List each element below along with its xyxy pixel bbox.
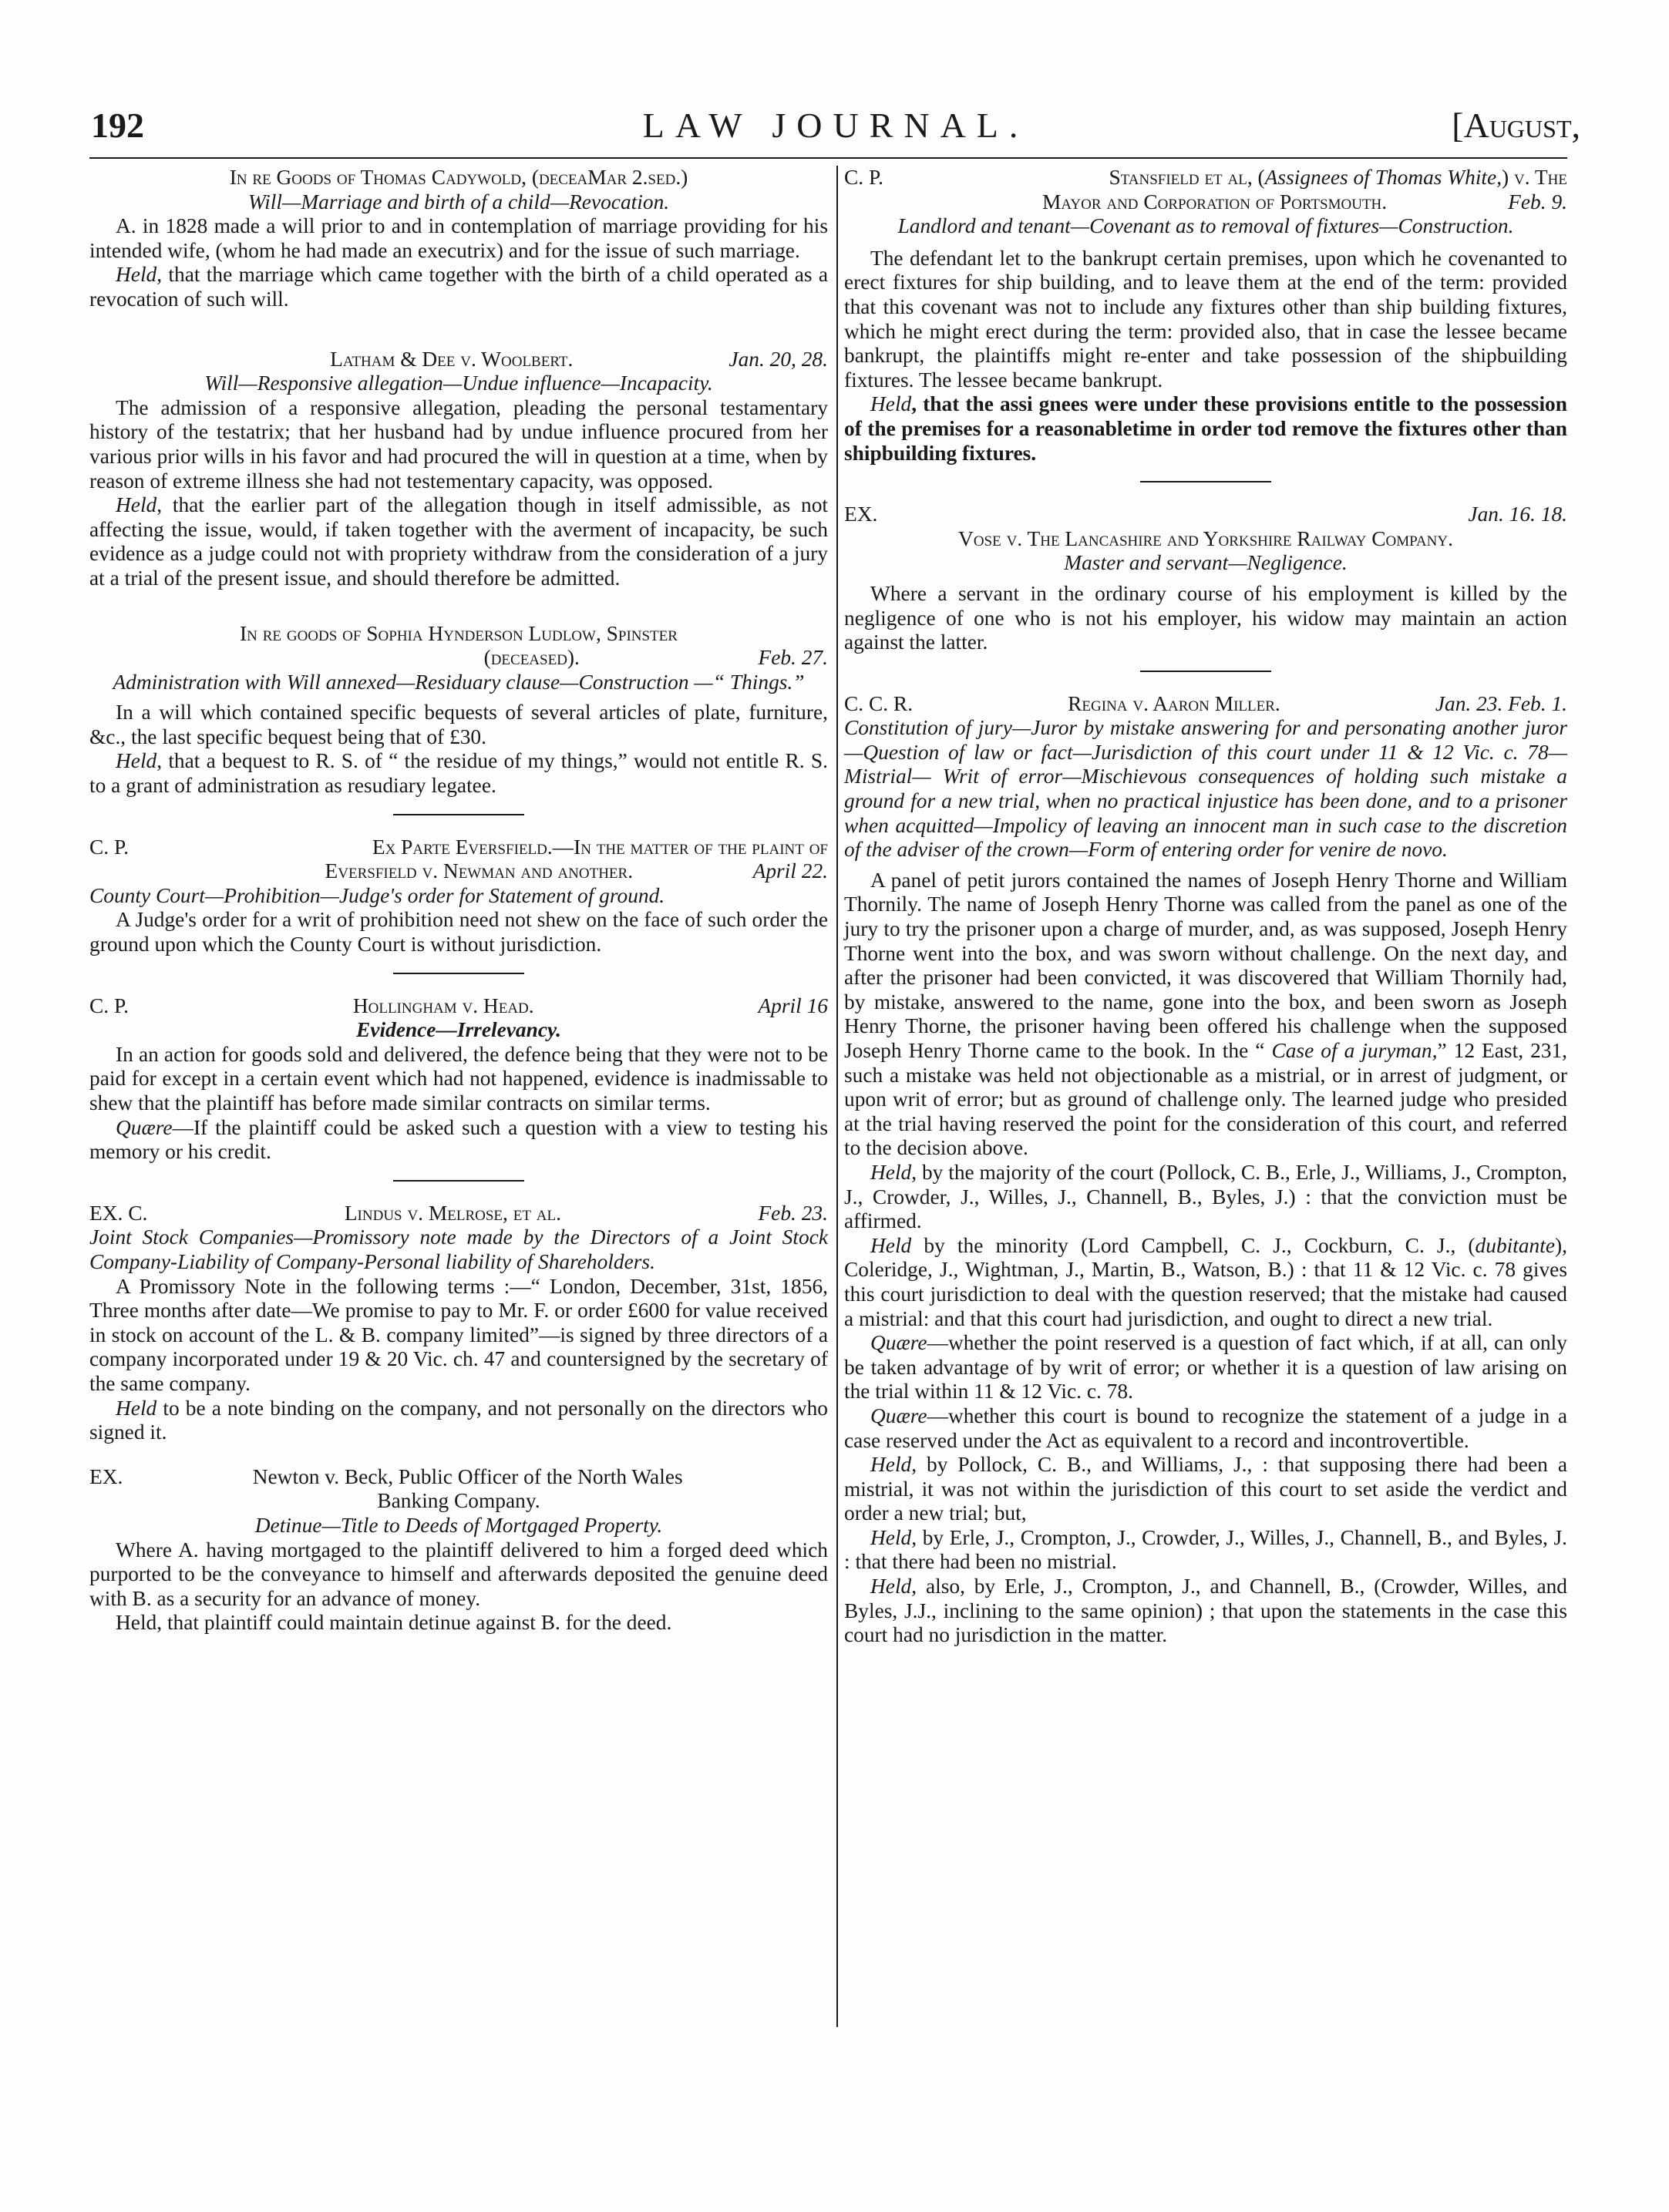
case-separator bbox=[393, 1180, 524, 1182]
case-subject: Administration with Will annexed—Residuary clause—Construction —“ Things.” bbox=[113, 670, 805, 694]
case-subject: Landlord and tenant—Covenant as to removal of fixtures—Construction. bbox=[897, 214, 1514, 238]
case-title-cont: Eversfield v. Newman and another. bbox=[325, 859, 634, 883]
court-abbrev: C. C. R. bbox=[844, 691, 914, 715]
running-header bbox=[91, 105, 1580, 154]
case-cadywold bbox=[89, 166, 828, 312]
court-abbrev: C. P. bbox=[844, 166, 884, 189]
case-hollingham bbox=[89, 994, 828, 1165]
header-month: [August, bbox=[1452, 106, 1580, 145]
case-subject: Will—Responsive allegation—Undue influence—Incapacity. bbox=[204, 371, 713, 395]
case-holding: Held, that the marriage which came together with the birth of a child operated as a revocation of such will. bbox=[89, 263, 828, 311]
case-title: In re Goods of Thomas Cadywold, (deceaMar 2.sed.) bbox=[229, 166, 688, 189]
court-abbrev: C. P. bbox=[89, 835, 130, 859]
case-summary: Where A. having mortgaged to the plaintiff delivered to him a forged deed which purported to be the conveyance to himself and afterwards deposited the genuine deed with B. as a security for an advance of money. bbox=[89, 1538, 828, 1610]
case-date: Jan. 23. Feb. 1. bbox=[1435, 691, 1567, 715]
case-summary: In a will which contained specific bequests of several articles of plate, furniture, &c., the last specific bequest being that of £30. bbox=[89, 701, 828, 748]
case-title-cont: (deceased). bbox=[483, 646, 580, 670]
case-holding: Held to be a note binding on the company, and not personally on the directors who signed it. bbox=[89, 1396, 828, 1444]
case-summary: Where a servant in the ordinary course of his employment is killed by the negligence of one who is not his employer, his widow may maintain an action against the latter. bbox=[844, 581, 1567, 654]
case-summary: A Promissory Note in the following terms :—“ London, December, 31st, 1856, Three months after date—We promise to pay to Mr. F. or order £600 for value received in stock on account of the L. & B. company limited”—is signed by three directors of a company incorporated under 19 & 20 Vic. ch. 47 and countersigned by the secretary of the same company. bbox=[89, 1274, 828, 1395]
page-number: 192 bbox=[91, 106, 144, 145]
court-abbrev: C. P. bbox=[89, 993, 130, 1017]
case-lindus bbox=[89, 1202, 828, 1445]
case-subject: Joint Stock Companies—Promissory note made by the Directors of a Joint Stock Company-Liability of Company-Personal liability of Shareholders. bbox=[89, 1225, 828, 1273]
case-holding: Held, also, by Erle, J., Crompton, J., and Channell, B., (Crowder, Willes, and Byles, J.J., inclining to the same opinion) ; that upon the statements in the case this court had no jurisdiction in the matter. bbox=[844, 1575, 1567, 1647]
case-holding-majority: Held, by the majority of the court (Pollock, C. B., Erle, J., Williams, J., Crompton, J., Crowder, J., Willes, J., Channell, B., Byles, J.) : that the conviction must be affirmed. bbox=[844, 1160, 1567, 1233]
case-title: Latham & Dee v. Woolbert. bbox=[330, 347, 574, 371]
case-holding: Held, by Pollock, C. B., and Williams, J., : that supposing there had been a mistrial, it was not within the jurisdiction of this court to set aside the verdict and order a new trial; but, bbox=[844, 1453, 1567, 1525]
case-title: Regina v. Aaron Miller. bbox=[1068, 691, 1280, 715]
case-newton bbox=[89, 1465, 828, 1635]
case-holding-minority: Held by the minority (Lord Campbell, C. J., Cockburn, C. J., (dubitante), Coleridge, J., Wightman, J., Martin, B., Watson, B.) : that 11 & 12 Vic. c. 78 gives this court jurisdiction to deal with the question reserved; that the mistake had caused a mistrial: and that this court had jurisdiction, and ought to direct a new trial. bbox=[844, 1233, 1567, 1330]
case-subject: Constitution of jury—Juror by mistake answering for and personating another juror—Question of law or fact—Jurisdiction of this court under 11 & 12 Vic. c. 78—Mistrial— Writ of error—Mischievous consequences of holding such mistake a ground for a new trial, when no practical injustice has been done, and to a prisoner when acquitted—Impolicy of leaving an innocent man in such case to the discretion of the adviser of the crown—Form of entering order for venire de novo. bbox=[844, 716, 1567, 862]
case-holding: Held, by Erle, J., Crompton, J., Crowder, J., Willes, J., Channell, B., and Byles, J. : that there had been no mistrial. bbox=[844, 1525, 1567, 1574]
case-separator bbox=[1140, 481, 1271, 482]
journal-title: LAW JOURNAL. bbox=[642, 106, 1029, 145]
case-summary: The defendant let to the bankrupt certain premises, upon which he covenanted to erect fixtures for ship building, and to leave them at the end of the term: provided that this covenant was not to include any fixtures other than ship building fixtures, which he might erect during the term: provided also, that in case the lessee became bankrupt, the plaintiffs might re-enter and take possession of the shipbuilding fixtures. The lessee became bankrupt. bbox=[844, 246, 1567, 392]
column-divider bbox=[836, 166, 838, 2027]
case-holding: Held, that the assi gnees were under these provisions entitle to the possession of the premises for a reasonabletime in order tod remove the fixtures other than shipbuilding fixtures. bbox=[844, 392, 1567, 465]
case-subject: Master and servant—Negligence. bbox=[1064, 551, 1348, 575]
case-date: Feb. 23. bbox=[758, 1201, 828, 1225]
case-summary: A Judge's order for a writ of prohibition need not shew on the face of such order the ground upon which the County Court is without jurisdiction. bbox=[89, 908, 828, 956]
case-regina-miller bbox=[844, 692, 1567, 1648]
case-title: Stansfield et al, (Assignees of Thomas White,) v. The bbox=[1109, 166, 1567, 189]
case-eversfield bbox=[89, 835, 828, 957]
case-holding: Held, that a bequest to R. S. of “ the residue of my things,” would not entitle R. S. to a grant of administration as resudiary legatee. bbox=[89, 749, 828, 798]
case-query: Quære—If the plaintiff could be asked such a question with a view to testing his memory or his credit. bbox=[89, 1115, 828, 1164]
right-column bbox=[844, 166, 1567, 1648]
case-title-cont: Banking Company. bbox=[377, 1489, 540, 1513]
case-title: Newton v. Beck, Public Officer of the North Wales bbox=[252, 1464, 683, 1488]
court-abbrev: EX. bbox=[89, 1464, 123, 1488]
case-summary: The admission of a responsive allegation, pleading the personal testamentary history of the testatrix; that her husband had by undue influence procured from her various prior wills in his favor and had procured the will in question at a time, when by reason of extreme illness she had not testementary capacity, was opposed. bbox=[89, 395, 828, 492]
case-title: In re goods of Sophia Hynderson Ludlow, Spinster bbox=[240, 621, 678, 645]
case-summary: In an action for goods sold and delivered, the defence being that they were not to be paid for except in a certain event which had not happened, evidence is inadmissable to shew that the plaintiff has before made similar contracts on similar terms. bbox=[89, 1042, 828, 1114]
case-query: Quære—whether this court is bound to recognize the statement of a judge in a case reserved under the Act as equivalent to a record and incontrovertible. bbox=[844, 1404, 1567, 1452]
case-title: Ex Parte Eversfield.—In the matter of the plaint of bbox=[372, 835, 828, 859]
case-holding: Held, that plaintiff could maintain detinue against B. for the deed. bbox=[116, 1611, 672, 1635]
court-abbrev: EX. bbox=[844, 503, 878, 526]
case-subject: Evidence—Irrelevancy. bbox=[356, 1018, 561, 1042]
case-ludlow bbox=[89, 622, 828, 798]
case-separator bbox=[393, 973, 524, 974]
case-date: April 16 bbox=[758, 993, 828, 1017]
case-date: Feb. 27. bbox=[758, 646, 828, 670]
case-subject: Will—Marriage and birth of a child—Revocation. bbox=[247, 190, 670, 213]
case-title-cont: Mayor and Corporation of Portsmouth. bbox=[1042, 190, 1388, 213]
case-title: Lindus v. Melrose, et al. bbox=[344, 1201, 561, 1225]
case-date: Jan. 16. 18. bbox=[1468, 503, 1567, 526]
case-holding: Held, that the earlier part of the allegation though in itself admissible, as not affecting the issue, would, if taken together with the averment of incapacity, be such evidence as a judge could not with propriety withdraw from the consideration of a jury at a trial of the present issue, and should therefore be admitted. bbox=[89, 493, 828, 590]
case-title: Hollingham v. Head. bbox=[352, 993, 534, 1017]
case-subject: County Court—Prohibition—Judge's order for Statement of ground. bbox=[89, 883, 665, 907]
case-stansfield bbox=[844, 166, 1567, 466]
case-query: Quære—whether the point reserved is a question of fact which, if at all, can only be taken advantage of by writ of error; or whether it is a question of law arising on the trial within 11 & 12 Vic. c. 78. bbox=[844, 1331, 1567, 1404]
case-summary: A. in 1828 made a will prior to and in contemplation of marriage providing for his intended wife, (whom he had made an executrix) and for the issue of such marriage. bbox=[89, 214, 828, 262]
court-abbrev: EX. C. bbox=[89, 1201, 148, 1225]
case-summary: A panel of petit jurors contained the names of Joseph Henry Thorne and William Thornily. The name of Joseph Henry Thorne was called from the panel as one of the jury to try the prisoner upon a charge of murder, and, as was supposed, Joseph Henry Thorne went into the box, and was sworn without challenge. On the next day, and after the prisoner had been convicted, it was discovered that William Thornily had, by mistake, answered to the name, gone into the box, and been sworn as Joseph Henry Thorne, the prisoner having been offered his challenge when the supposed Joseph Henry Thorne came to the book. In the “ Case of a juryman,” 12 East, 231, such a mistake was held not objectionable as a mistrial, or in arrest of judgment, or upon writ of error; but as ground of challenge only. The learned judge who presided at the trial having reserved the point for the consideration of this court, and referred to the decision above. bbox=[844, 868, 1568, 1160]
case-latham bbox=[89, 348, 828, 591]
case-vose bbox=[844, 503, 1567, 655]
case-subject: Detinue—Title to Deeds of Mortgaged Property. bbox=[254, 1513, 663, 1537]
header-rule bbox=[89, 157, 1567, 159]
case-title: Vose v. The Lancashire and Yorkshire Railway Company. bbox=[958, 526, 1453, 550]
case-date: April 22. bbox=[752, 859, 828, 883]
case-date: Jan. 20, 28. bbox=[729, 347, 828, 371]
case-separator bbox=[393, 814, 524, 815]
case-separator bbox=[1140, 671, 1271, 672]
case-date: Feb. 9. bbox=[1508, 190, 1567, 213]
left-column bbox=[89, 166, 828, 1635]
